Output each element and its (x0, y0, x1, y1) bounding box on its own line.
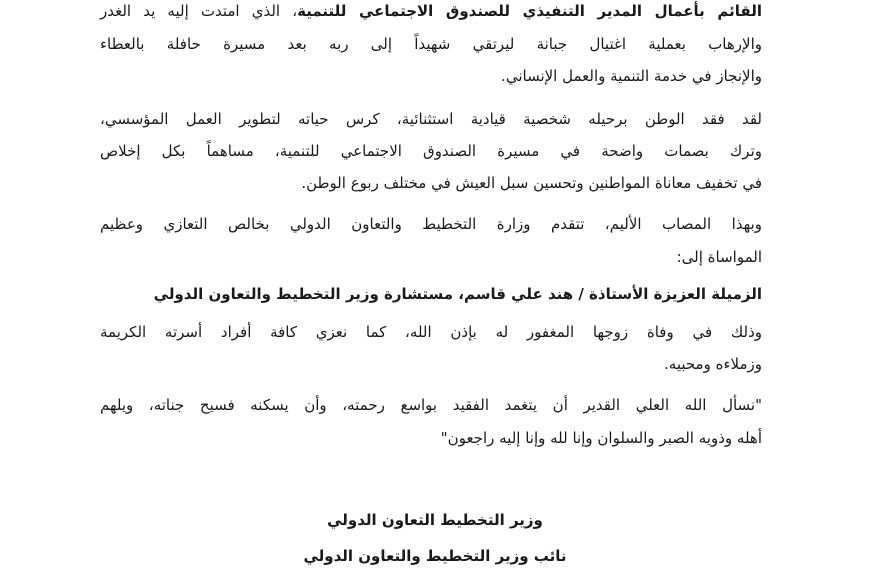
signature-line-2: نائب وزير التخطيط والتعاون الدولي (303, 547, 567, 565)
paragraph-3-line-1: وبهذا المصاب الأليم، تتقدم وزارة التخطيط والتعاون الدولي بخالص التعازي وعظيم (100, 215, 762, 233)
paragraph-4-line-2: وزملاءه ومحبيه. (664, 355, 762, 373)
paragraph-2-line-2: وترك بصمات واضحة في مسيرة الصندوق الاجتماعي للتنمية، مساهماً بكل إخلاص (100, 142, 762, 160)
paragraph-3-line-2: المواساة إلى: (676, 248, 762, 266)
prayer-quote-line-2: أهله وذويه الصبر والسلوان وإنا لله وإنا إليه راجعون" (440, 429, 762, 447)
paragraph-1-line-1 (100, 1, 762, 21)
paragraph-2-line-3: في تخفيف معاناة المواطنين وتحسين سبل العيش في مختلف ربوع الوطن. (301, 174, 762, 192)
paragraph-1-line-2: والإرهاب بعملية اغتيال جبانة ليرتقي شهيداً إلى ربه بعد مسيرة حافلة بالعطاء (100, 35, 762, 53)
paragraph-2-line-1: لقد فقد الوطن برحيله شخصية قيادية استثنائية، كرس حياته لتطوير العمل المؤسسي، (100, 110, 762, 128)
executive-director-title: القائم بأعمال المدير التنفيذي للصندوق الاجتماعي للتنمية (297, 2, 762, 20)
prayer-quote-line-1: "نسأل الله العلي القدير أن يتغمد الفقيد بواسع رحمته، وأن يسكنه فسيح جناته، ويلهم (100, 396, 762, 414)
signature-line-1: وزير التخطيط التعاون الدولي (327, 511, 543, 529)
paragraph-1-line-1-rest: ، الذي امتدت إليه يد الغدر (100, 2, 298, 20)
paragraph-4-line-1: وذلك في وفاة زوجها المغفور له بإذن الله، كما نعزي كافة أفراد أسرته الكريمة (100, 323, 762, 341)
addressee-line: الزميلة العزيزة الأستاذة / هند علي قاسم، مستشارة وزير التخطيط والتعاون الدولي (153, 285, 762, 303)
paragraph-1-line-3: والإنجاز في خدمة التنمية والعمل الإنساني. (501, 67, 762, 85)
